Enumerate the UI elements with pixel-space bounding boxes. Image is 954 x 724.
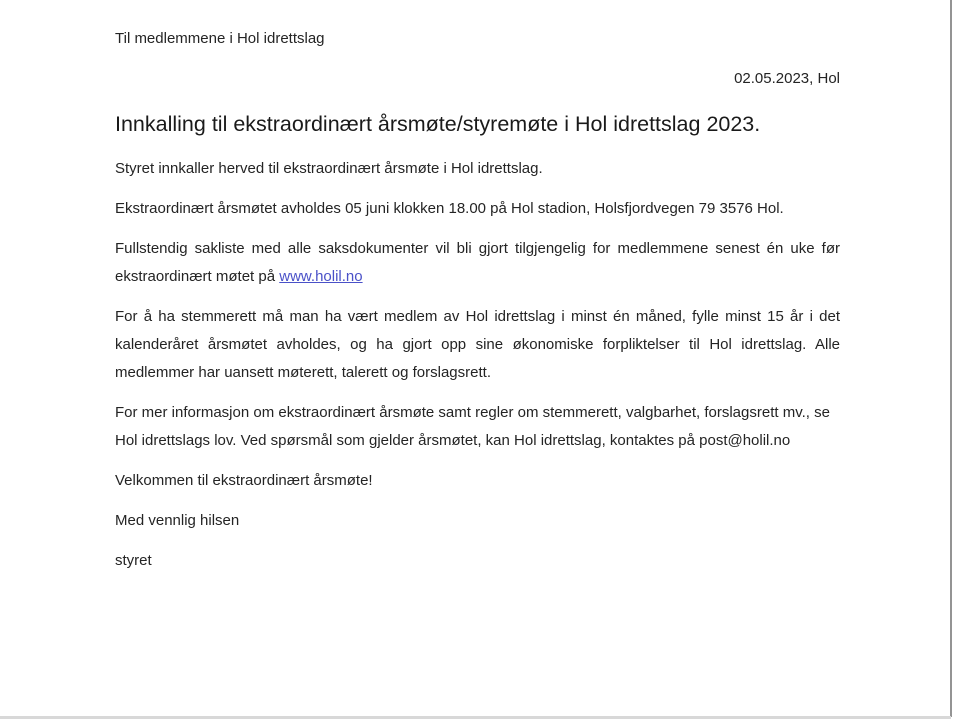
recipient-line: Til medlemmene i Hol idrettslag (115, 30, 325, 47)
paragraph-voting-rights: For å ha stemmerett må man ha vært medlem av Hol idrettslag i minst én måned, fylle minst 15 år i det kalenderåret årsmøtet avholdes, og ha gjort opp sine økonomiske forpliktelser til Hol idrettslag. Alle medlemmer har uansett møterett, talerett og forslagsrett. (115, 308, 840, 381)
letter-body (115, 25, 840, 587)
signature-line: styret (115, 552, 152, 569)
paragraph-agenda-text: Fullstendig sakliste med alle saksdokumenter vil bli gjort tilgjengelig for medlemmene senest én uke før ekstraordinært møtet på (115, 240, 840, 285)
welcome-line: Velkommen til ekstraordinært årsmøte! (115, 472, 373, 489)
paragraph-agenda (115, 235, 840, 291)
page-right-border (950, 0, 952, 717)
page-bottom-border (0, 716, 951, 719)
holil-website-link[interactable]: www.holil.no (279, 268, 363, 285)
dateline: 02.05.2023, Hol (734, 70, 840, 87)
paragraph-intro: Styret innkaller herved til ekstraordinært årsmøte i Hol idrettslag. (115, 160, 543, 177)
page-title: Innkalling til ekstraordinært årsmøte/styremøte i Hol idrettslag 2023. (115, 112, 761, 136)
paragraph-meeting-details: Ekstraordinært årsmøtet avholdes 05 juni klokken 18.00 på Hol stadion, Holsfjordvegen 79 3576 Hol. (115, 200, 784, 217)
regards-line: Med vennlig hilsen (115, 512, 240, 529)
paragraph-more-info: For mer informasjon om ekstraordinært årsmøte samt regler om stemmerett, valgbarhet, forslagsrett mv., se Hol idrettslags lov. Ved spørsmål som gjelder årsmøtet, kan Hol idrettslag, kontaktes på post@holil.no (115, 404, 830, 449)
